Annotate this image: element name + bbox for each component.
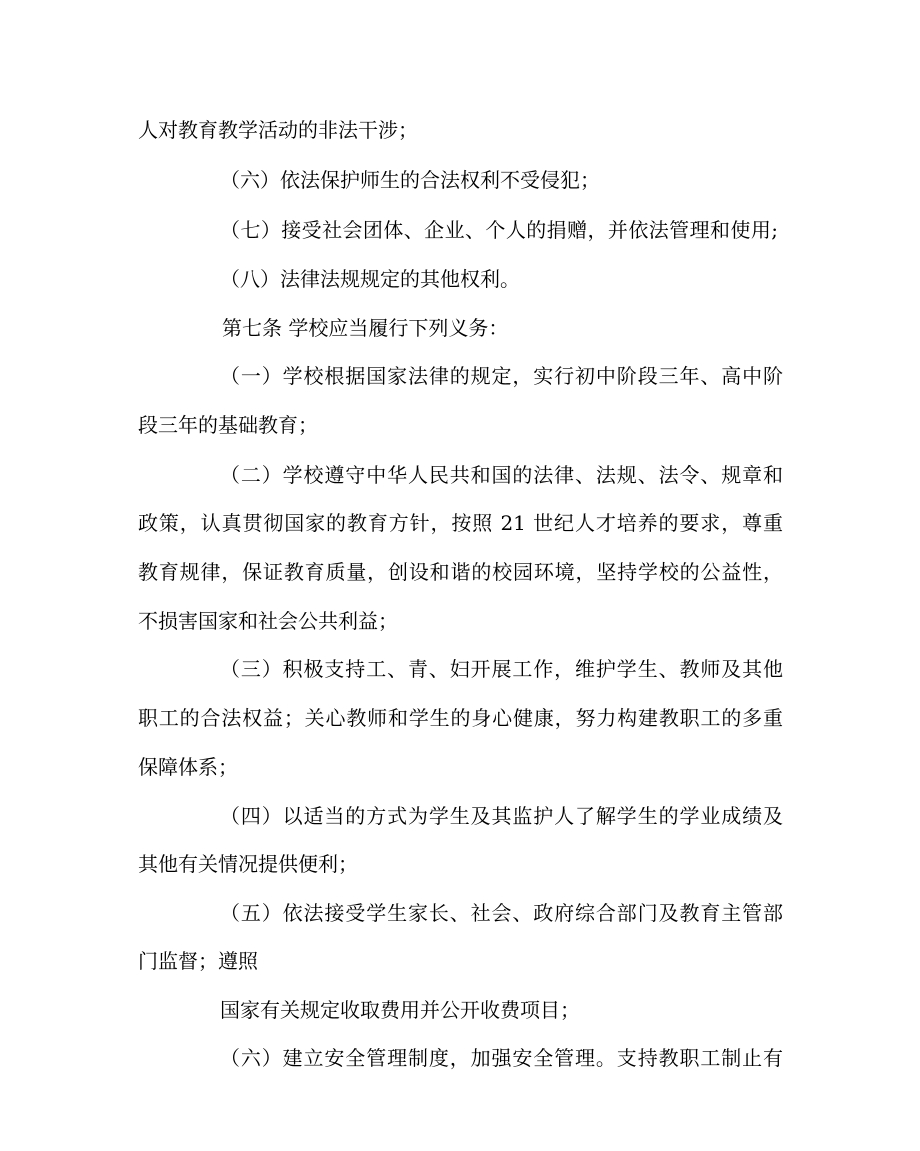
text-line: （五）依法接受学生家长、社会、政府综合部门及教育主管部 (220, 901, 783, 925)
text-line: 第七条 学校应当履行下列义务： (222, 316, 509, 340)
text-line: （一）学校根据国家法律的规定，实行初中阶段三年、高中阶 (220, 364, 783, 388)
text-line: 门监督；遵照 (138, 949, 258, 973)
text-line: （三）积极支持工、青、妇开展工作，维护学生、教师及其他 (220, 657, 783, 681)
text-line: （二）学校遵守中华人民共和国的法律、法规、法令、规章和 (220, 463, 783, 487)
text-line: （六）建立安全管理制度，加强安全管理。支持教职工制止有 (220, 1046, 783, 1070)
text-line: 其他有关情况提供便利； (138, 852, 358, 876)
text-line: 人对教育教学活动的非法干涉； (138, 118, 418, 142)
text-line: 教育规律，保证教育质量，创设和谐的校园环境，坚持学校的公益性， (138, 560, 783, 584)
text-line: 国家有关规定收取费用并公开收费项目； (220, 998, 580, 1022)
text-line: 不损害国家和社会公共利益； (138, 609, 398, 633)
text-line: 职工的合法权益；关心教师和学生的身心健康，努力构建教职工的多重 (138, 706, 783, 730)
text-line: （八）法律法规规定的其他权利。 (220, 267, 520, 291)
text-line: 政策，认真贯彻国家的教育方针，按照 21 世纪人才培养的要求，尊重 (138, 511, 783, 535)
text-line: 保障体系； (138, 755, 238, 779)
text-line: （七）接受社会团体、企业、个人的捐赠，并依法管理和使用; (220, 218, 778, 242)
text-line: （六）依法保护师生的合法权利不受侵犯； (220, 168, 600, 192)
text-line: （四）以适当的方式为学生及其监护人了解学生的学业成绩及 (220, 804, 783, 828)
text-line: 段三年的基础教育； (138, 413, 318, 437)
